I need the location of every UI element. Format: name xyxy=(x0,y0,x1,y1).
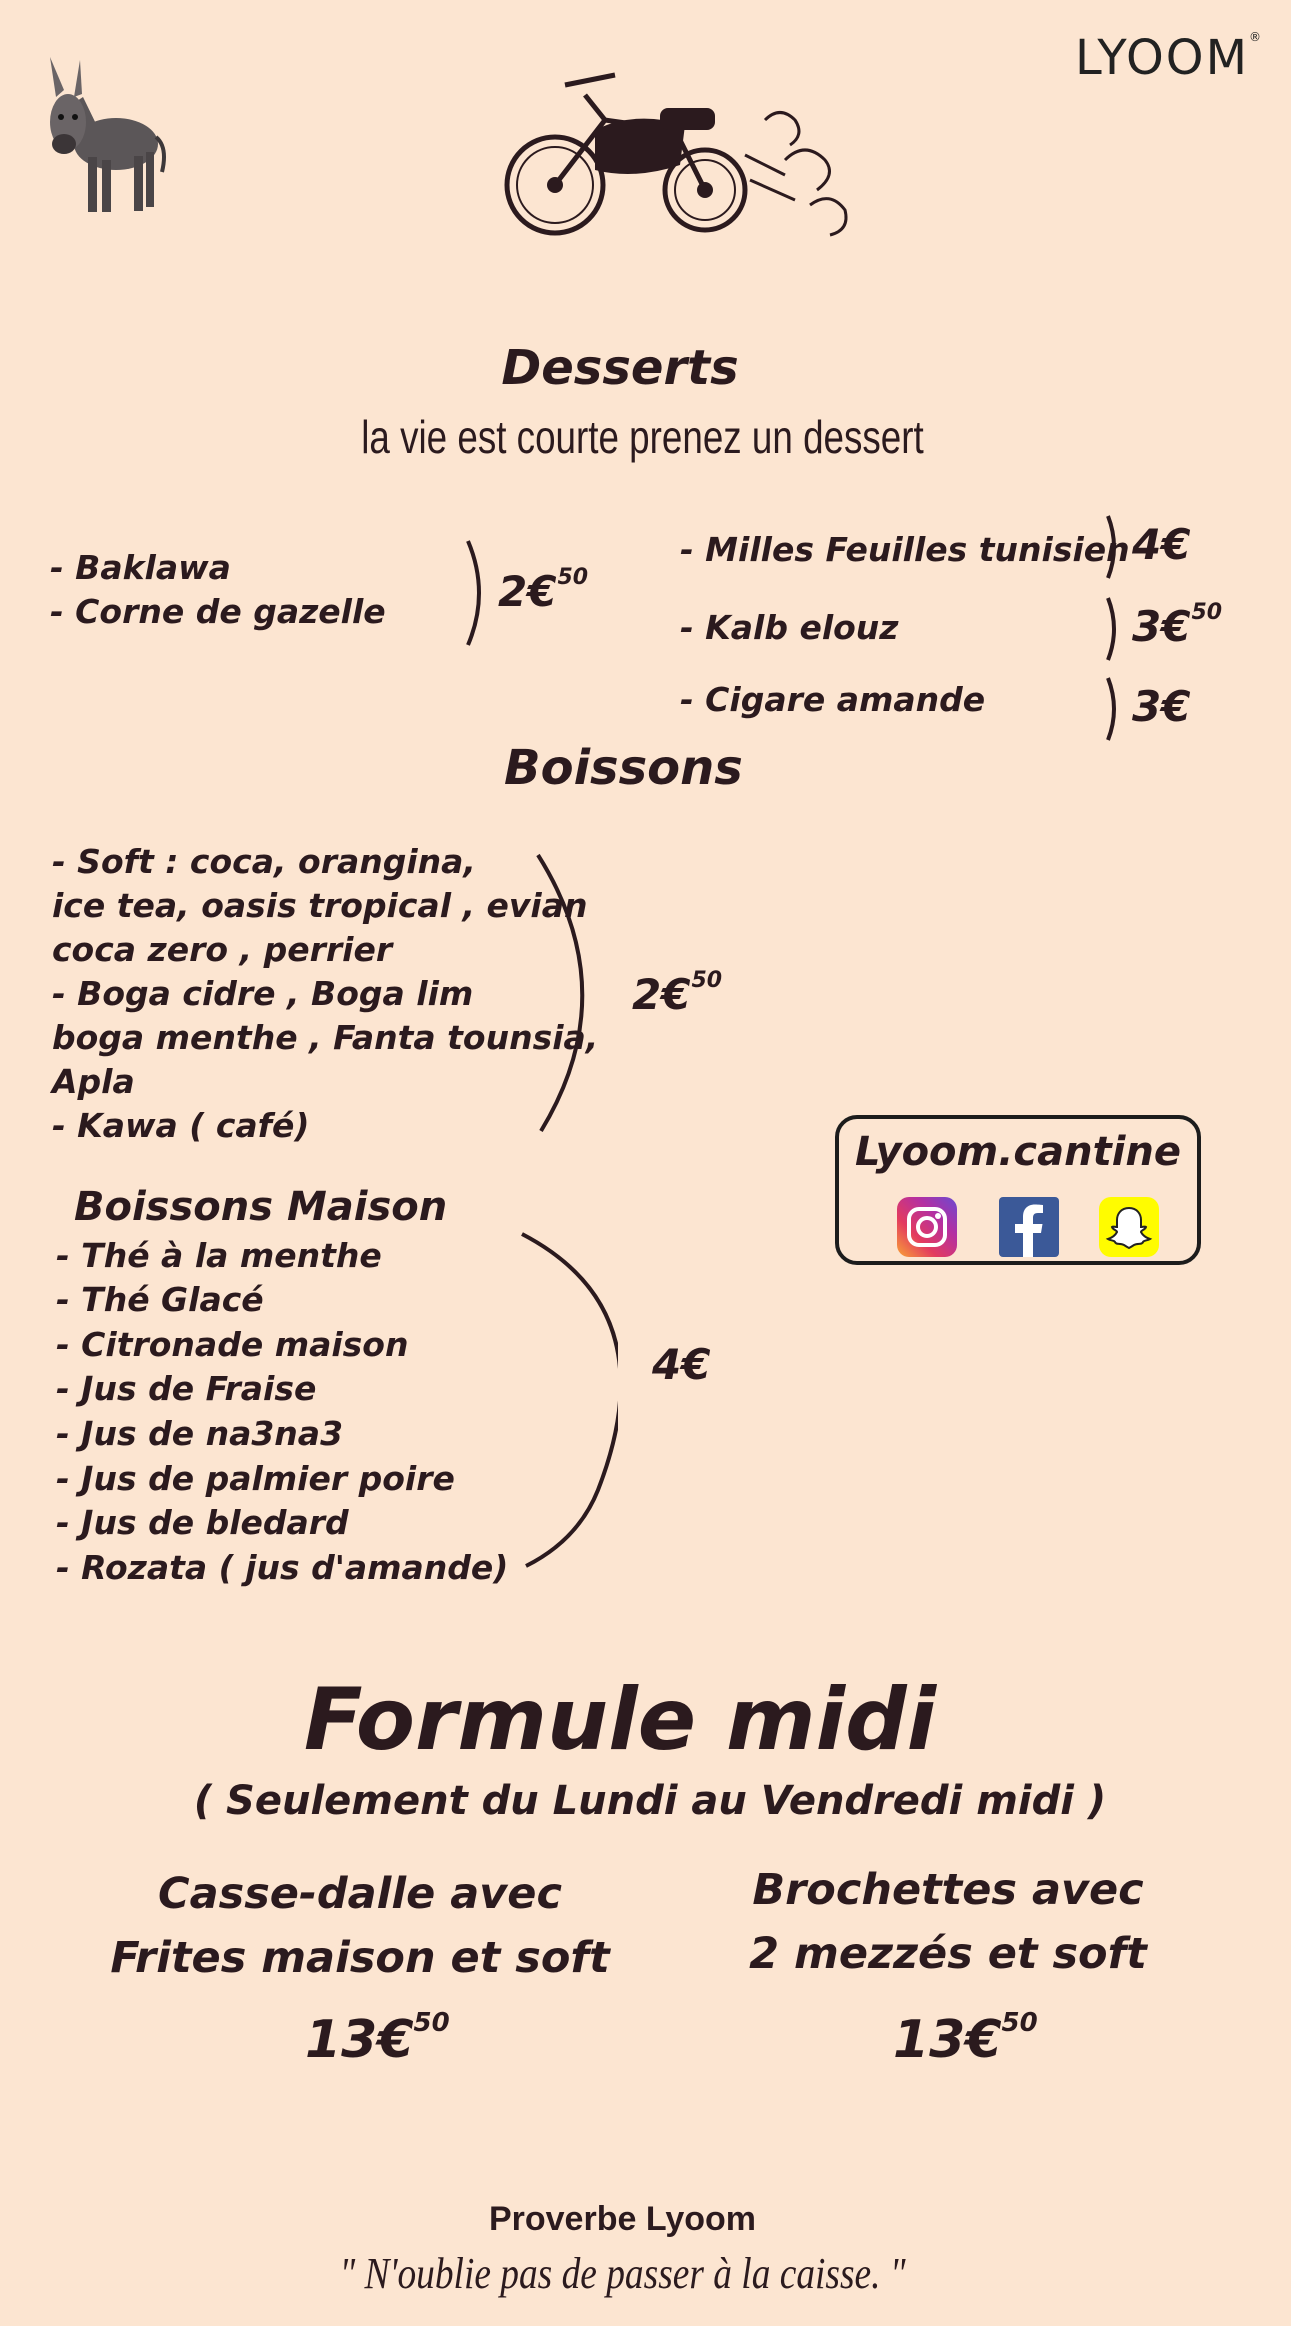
formule-subtitle: ( Seulement du Lundi au Vendredi midi ) xyxy=(193,1778,1107,1824)
formule-offer-1 xyxy=(80,1862,640,1990)
dessert-price-kalb-elouz-main: 3€ xyxy=(1132,602,1191,651)
boisson-line-2: ice tea, oasis tropical , evian xyxy=(52,886,588,925)
formule-offer-1-price xyxy=(305,2008,450,2070)
formule-offer-1-line1: Casse-dalle avec xyxy=(158,1869,562,1919)
formule-offer-2-line1: Brochettes avec xyxy=(752,1865,1144,1915)
dessert-price-cigare xyxy=(1132,680,1191,731)
facebook-icon[interactable] xyxy=(999,1197,1059,1257)
boissons-price xyxy=(632,968,722,1019)
maison-line-7: - Jus de bledard xyxy=(56,1503,349,1542)
formule-offer-2-price-main: 13€ xyxy=(893,2010,1002,2070)
social-box xyxy=(835,1115,1201,1265)
dessert-price-milles-feuilles-main: 4€ xyxy=(1132,520,1191,569)
bracket-kalb-elouz xyxy=(1104,596,1124,662)
proverbe-text: " N'oublie pas de passer à la caisse. " xyxy=(339,2249,906,2298)
snapchat-icon[interactable] xyxy=(1099,1197,1159,1257)
formule-offer-2 xyxy=(668,1858,1228,1986)
donkey-icon xyxy=(38,52,168,227)
dessert-item-kalb-elouz: - Kalb elouz xyxy=(680,608,899,647)
boissons-title: Boissons xyxy=(504,740,743,796)
brand-mark: ® xyxy=(1249,30,1263,44)
boisson-line-5: boga menthe , Fanta tounsia, xyxy=(52,1018,599,1057)
boisson-line-1: - Soft : coca, orangina, xyxy=(52,842,476,881)
instagram-icon[interactable] xyxy=(897,1197,957,1257)
desserts-title: Desserts xyxy=(501,340,739,396)
maison-line-6: - Jus de palmier poire xyxy=(56,1459,455,1498)
bracket-desserts-left xyxy=(462,538,492,648)
dessert-price-milles-feuilles xyxy=(1132,518,1191,569)
dessert-item-cigare: - Cigare amande xyxy=(680,680,986,719)
dessert-item-milles-feuilles: - Milles Feuilles tunisien xyxy=(680,530,1130,569)
bracket-boissons xyxy=(535,852,595,1134)
boisson-line-3: coca zero , perrier xyxy=(52,930,393,969)
boissons-price-main: 2€ xyxy=(632,970,691,1019)
formule-offer-2-line2: 2 mezzés et soft xyxy=(749,1929,1147,1979)
dessert-price-group1-cents: 50 xyxy=(557,565,589,590)
boissons-price-cents: 50 xyxy=(691,968,723,993)
formule-title: Formule midi xyxy=(303,1670,937,1770)
dessert-price-kalb-elouz xyxy=(1132,600,1222,651)
formule-offer-2-price-cents: 50 xyxy=(1001,2008,1038,2038)
bracket-maison xyxy=(518,1230,618,1570)
proverbe-title: Proverbe Lyoom xyxy=(488,2200,757,2238)
desserts-subtitle: la vie est courte prenez un dessert xyxy=(361,411,924,463)
boisson-line-6: Apla xyxy=(52,1062,135,1101)
boisson-line-7: - Kawa ( café) xyxy=(52,1106,310,1145)
dessert-price-cigare-main: 3€ xyxy=(1132,682,1191,731)
dessert-price-kalb-elouz-cents: 50 xyxy=(1191,600,1223,625)
formule-offer-1-price-cents: 50 xyxy=(413,2008,450,2038)
dessert-price-group1-main: 2€ xyxy=(498,567,557,616)
maison-line-4: - Jus de Fraise xyxy=(56,1369,317,1408)
maison-line-5: - Jus de na3na3 xyxy=(56,1414,344,1453)
bracket-milles-feuilles xyxy=(1104,514,1124,580)
brand-logo xyxy=(1075,30,1263,86)
maison-line-8: - Rozata ( jus d'amande) xyxy=(56,1548,509,1587)
formule-offer-1-price-main: 13€ xyxy=(305,2010,414,2070)
maison-line-2: - Thé Glacé xyxy=(56,1280,264,1319)
maison-price: 4€ xyxy=(652,1340,711,1389)
formule-offer-1-line2: Frites maison et soft xyxy=(110,1933,610,1983)
social-handle: Lyoom.cantine xyxy=(854,1129,1182,1175)
maison-line-1: - Thé à la menthe xyxy=(56,1236,382,1275)
brand-name: LYOOM xyxy=(1074,30,1249,86)
bracket-cigare xyxy=(1104,676,1124,742)
dessert-item-corne: - Corne de gazelle xyxy=(50,592,386,631)
dessert-price-group1 xyxy=(498,565,588,616)
maison-title: Boissons Maison xyxy=(74,1184,448,1230)
dessert-item-baklawa: - Baklawa xyxy=(50,548,231,587)
boisson-line-4: - Boga cidre , Boga lim xyxy=(52,974,474,1013)
maison-line-3: - Citronade maison xyxy=(56,1325,409,1364)
formule-offer-2-price xyxy=(893,2008,1038,2070)
moped-illustration xyxy=(495,60,865,245)
